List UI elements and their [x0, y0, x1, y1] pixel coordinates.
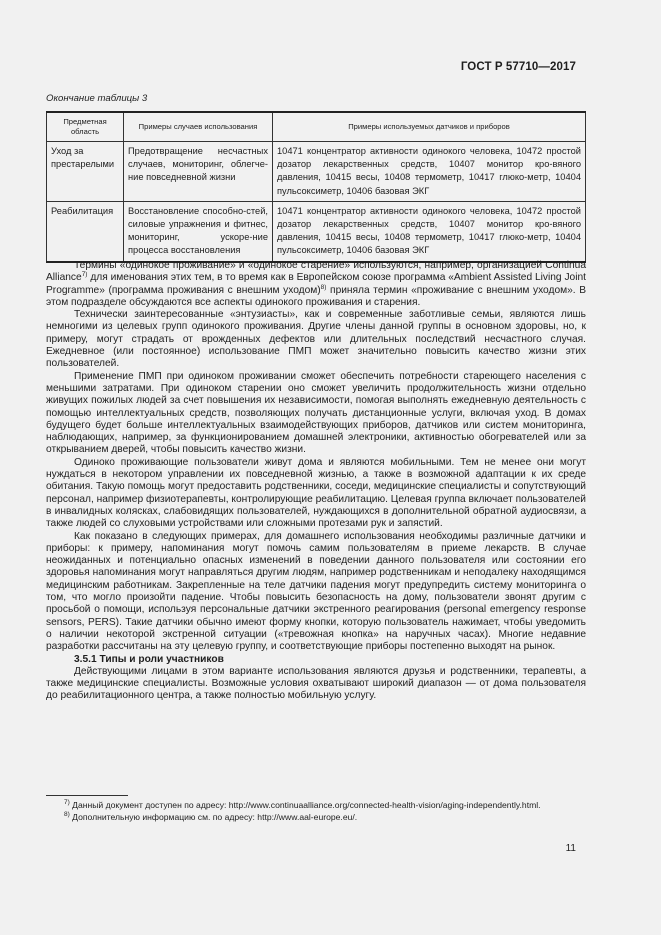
footnote-mark: 8) — [64, 811, 70, 818]
footnote-text: Дополнительную информацию см. по адресу: http://www.aal-europe.eu/. — [69, 812, 358, 822]
table-row — [47, 201, 586, 261]
cell-devices: 10471 концентратор активности одинокого человека, 10472 простой дозатор лекарственных средств, 10407 монитор кро-вяного давления, 10415 весы, 10408 термометр, 10417 глюко-метр, 10404 пульсоксиметр, 10406 базовая ЭКГ — [273, 142, 586, 202]
cell-domain: Реабилитация — [47, 201, 124, 261]
footnotes — [46, 799, 586, 823]
paragraph: Как показано в следующих примерах, для домашнего использования необходимы различные датчики и приборы: к примеру, напоминания могут помочь самим пользователям в приеме лекарств. В случае неожиданных и потенциально опасных изменений в поведении данного пользователя или состоянии его здоровья напоминания могут направляться другим людям, например родственникам и неподалеку находящимся медицинским работникам. Закрепленные на теле датчики падения могут предупредить систему мониторинга о том, что могло произойти падение. Чтобы повысить безопасность на дому, пользователи звонят другим с просьбой о помощи, используя персональные датчики экстренного реагирования (personal emergency response sensors, PERS). Такие датчики обычно имеют форму кнопки, которую пользователь нажимает, чтобы уведомить о наличии некоторой экстренной ситуации («тревожная кнопка» на наручных часах). Многие недавние разработки рассчитаны на эту целевую группу, и соответствующие приборы постепенно выходят на рынок. — [46, 530, 586, 653]
footnote — [46, 799, 586, 811]
table-row — [47, 142, 586, 202]
section-heading: 3.5.1 Типы и роли участников — [74, 653, 224, 665]
devices-table — [46, 111, 586, 263]
cell-cases: Восстановление способно-стей, силовые упражнения и фитнес, мониторинг, ускоре-ние процесса восстановления — [124, 201, 273, 261]
table-header-row — [47, 112, 586, 142]
footnote — [46, 811, 586, 823]
paragraph-text: Термины «одинокое проживание» и «одинокое старение» используются, например, организацией Continua Alliance — [46, 260, 586, 284]
paragraph: Применение ПМП при одиноком проживании сможет обеспечить потребности стареющего населения с меньшими затратами. При одиноком старении оно сможет увеличить продолжительность жизни отдельно живущих пожилых людей за счет повышения их независимости, помогая выполнять ежедневную деятельность с помощью интеллектуальных средств, позволяющих получать дистанционные услуги, включая уход. В домах будущего будет больше интеллектуальных взаимодействующих приборов, датчиков или систем мониторинга, наблюдающих, например, за функционированием домашней электроники, активностью обогревателей или за открыванием дверей, чтобы повысить качество жизни. — [46, 370, 586, 456]
footnote-ref: 7) — [81, 271, 88, 279]
column-header-cases: Примеры случаев использования — [124, 112, 273, 142]
cell-cases: Предотвращение несчастных случаев, мониторинг, облегче-ние повседневной жизни — [124, 142, 273, 202]
footnote-ref: 8) — [320, 283, 327, 291]
page-number: 11 — [565, 843, 576, 854]
paragraph-text: приняла термин «проживание с внешним уходом». В этом подразделе обсуждаются все аспекты одинокого проживания и старения. — [46, 284, 586, 308]
footnote-text: Данный документ доступен по адресу: http://www.continuaalliance.org/connected-health-vision/aging-independently.html. — [69, 800, 541, 810]
column-header-domain: Предметная область — [47, 112, 124, 142]
column-header-devices: Примеры используемых датчиков и приборов — [273, 112, 586, 142]
table-caption: Окончание таблицы 3 — [46, 93, 148, 104]
paragraph: Технически заинтересованные «энтузиасты», как и современные заботливые семьи, являются лишь немногими из целевых групп одинокого проживания. Другие члены данной группы в основном здоровы, но, к примеру, могут страдать от врожденных дефектов или длительных последствий несчастного случая. Ежедневное (или постоянное) использование ПМП может значительно повысить качество жизни этих пользователей. — [46, 309, 586, 370]
standard-header: ГОСТ Р 57710—2017 — [460, 61, 576, 73]
cell-devices: 10471 концентратор активности одинокого человека, 10472 простой дозатор лекарственных средств, 10407 монитор кро-вяного давления, 10415 весы, 10408 термометр, 10417 глюко-метр, 10404 пульсоксиметр, 10406 базовая ЭКГ — [273, 201, 586, 261]
paragraph — [46, 260, 586, 309]
footnote-divider — [46, 795, 128, 796]
paragraph-text: для именования этих тем, в то время как в Европейском союзе программа «Ambient Assisted Living Joint Programme» (программа проживания с внешним уходом) — [46, 272, 586, 296]
paragraph: Действующими лицами в этом варианте использования являются друзья и родственники, терапевты, а также медицинские специалисты. Возможные условия охватывают широкий диапазон — от дома пользователя до реабилитационного центра, а также полностью мобильную услугу. — [46, 665, 586, 702]
paragraph: Одиноко проживающие пользователи живут дома и являются мобильными. Тем не менее они могут нуждаться в некотором управлении их повседневной жизнью, а также в возможной адаптации к их среде обитания. Такую помощь могут предоставить родственники, соседи, медицинские специалисты и сопутствующий персонал, например физиотерапевты, контролирующие реабилитацию. Целевая группа включает пользователей в инвалидных колясках, слабовидящих пользователей, нуждающихся в дополнительной обратной аудиосвязи, а также людей со слуховыми устройствами или сложными протезами рук и запястий. — [46, 456, 586, 530]
cell-domain: Уход за престарелыми — [47, 142, 124, 202]
body-text — [46, 260, 586, 703]
footnote-mark: 7) — [64, 799, 70, 806]
